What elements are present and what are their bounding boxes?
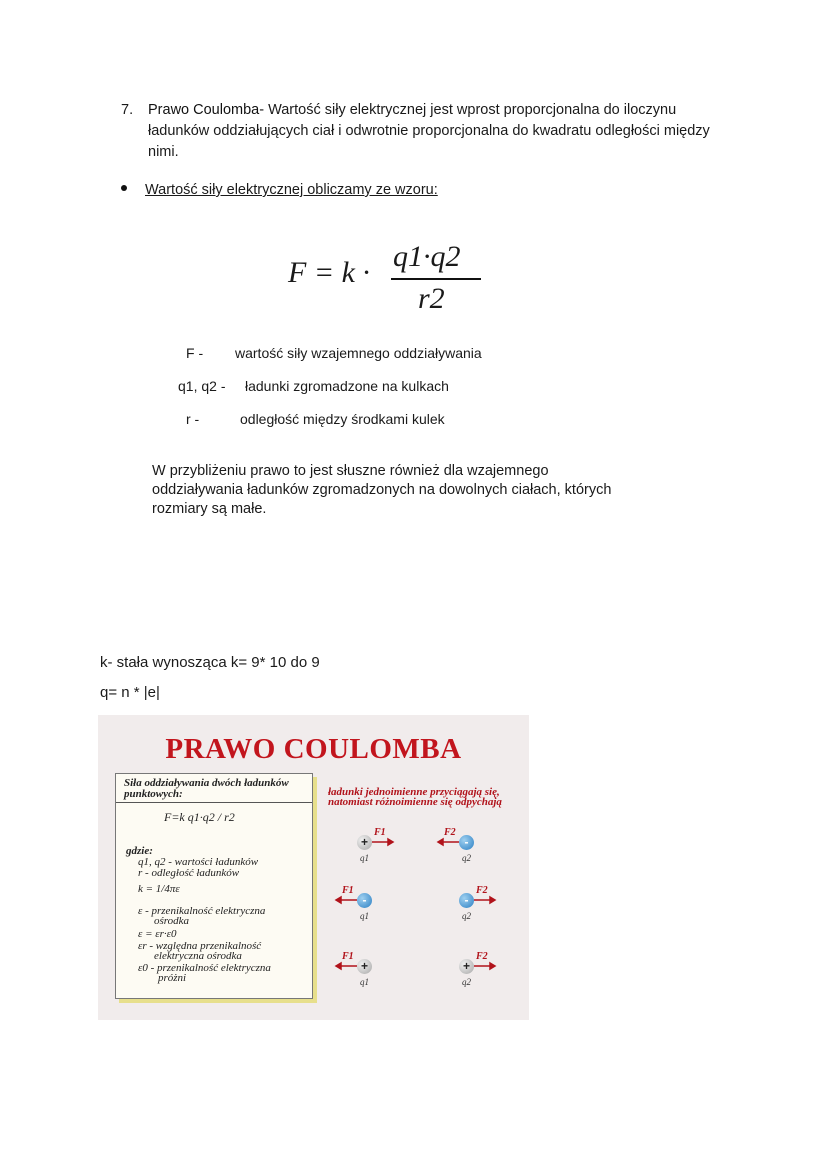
negative-charge-icon: - [357, 893, 372, 908]
positive-charge-icon: + [459, 959, 474, 974]
arrow-head-icon [336, 963, 341, 969]
negative-charge-icon: - [459, 835, 474, 850]
poster-title: PRAWO COULOMBA [165, 733, 462, 765]
law-definition [121, 100, 741, 163]
approximation-paragraph: W przybliżeniu prawo to jest słuszne również dla wzajemnego oddziaływania ładunków zgromadzonych na dowolnych ciałach, których rozmiary są małe. [152, 463, 612, 517]
charge-label: q2 [462, 911, 471, 921]
force-label: F2 [444, 827, 456, 838]
force-label: F1 [342, 951, 354, 962]
card-line: próżni [158, 972, 187, 984]
force-label: F1 [342, 885, 354, 896]
charge-label: q2 [462, 853, 471, 863]
charge-label: q1 [360, 911, 369, 921]
card-line: q1, q2 - wartości ładunków [138, 856, 259, 868]
arrow-head-icon [490, 897, 495, 903]
force-label: F1 [374, 827, 386, 838]
positive-charge-icon: + [357, 959, 372, 974]
legend-text: ładunki zgromadzone na kulkach [245, 378, 449, 394]
card-line: ε = εr·ε0 [138, 928, 177, 940]
card-line: ε - przenikalność elektryczna [138, 905, 266, 917]
formula-denominator: r2 [418, 282, 445, 315]
bullet-text: Wartość siły elektrycznej obliczamy ze wzoru: [145, 182, 438, 198]
force-label: F2 [476, 885, 488, 896]
constant-line: k- stała wynosząca k= 9* 10 do 9 [100, 654, 320, 671]
coulomb-formula [288, 240, 508, 330]
formula-bullet [121, 182, 438, 198]
fraction-bar [391, 278, 481, 280]
law-definition-text: - Wartość siły elektrycznej jest wprost proporcjonalna do iloczynu ładunków oddziałujących ciał i odwrotnie proporcjonalna do kwadratu odległości między nimi. [148, 102, 710, 160]
card-line: ε0 - przenikalność elektryczna [138, 962, 271, 974]
legend-symbol: F - [186, 345, 204, 361]
card-formula: F=k q1·q2 / r2 [164, 810, 235, 824]
charge-label: q1 [360, 853, 369, 863]
charge-label: q1 [360, 977, 369, 987]
charge-line: q= n * |e| [100, 684, 160, 701]
negative-charge-icon: - [459, 893, 474, 908]
card-line: ośrodka [154, 915, 190, 927]
list-number: 7. [121, 102, 134, 118]
card-line: r - odległość ładunków [138, 867, 240, 879]
card-line: k = 1/4πε [138, 883, 180, 895]
law-term: Prawo Coulomba [148, 102, 260, 118]
bullet-icon [121, 185, 127, 191]
force-arrows [98, 715, 529, 1020]
arrow-head-icon [388, 839, 393, 845]
card-header: Siła oddziaływania dwóch ładunków punktowych: [124, 777, 289, 800]
legend-text: odległość między środkami kulek [240, 411, 445, 427]
legend-symbol: q1, q2 - [178, 378, 226, 394]
card-gdzie: gdzie: [126, 845, 153, 857]
card-line: εr - względna przenikalność [138, 940, 262, 952]
attraction-note: ładunki jednoimienne przyciągają się, natomiast różnoimienne się odpychają [328, 786, 502, 808]
arrow-head-icon [490, 963, 495, 969]
force-label: F2 [476, 951, 488, 962]
coulomb-poster [98, 715, 529, 1020]
formula-numerator: q1·q2 [393, 240, 461, 273]
charge-label: q2 [462, 977, 471, 987]
legend-symbol: r - [186, 411, 200, 427]
card-line: elektryczna ośrodka [154, 950, 242, 962]
positive-charge-icon: + [357, 835, 372, 850]
arrow-head-icon [438, 839, 443, 845]
legend-text: wartość siły wzajemnego oddziaływania [235, 345, 482, 361]
arrow-head-icon [336, 897, 341, 903]
formula-lhs: F = k · [288, 256, 370, 289]
